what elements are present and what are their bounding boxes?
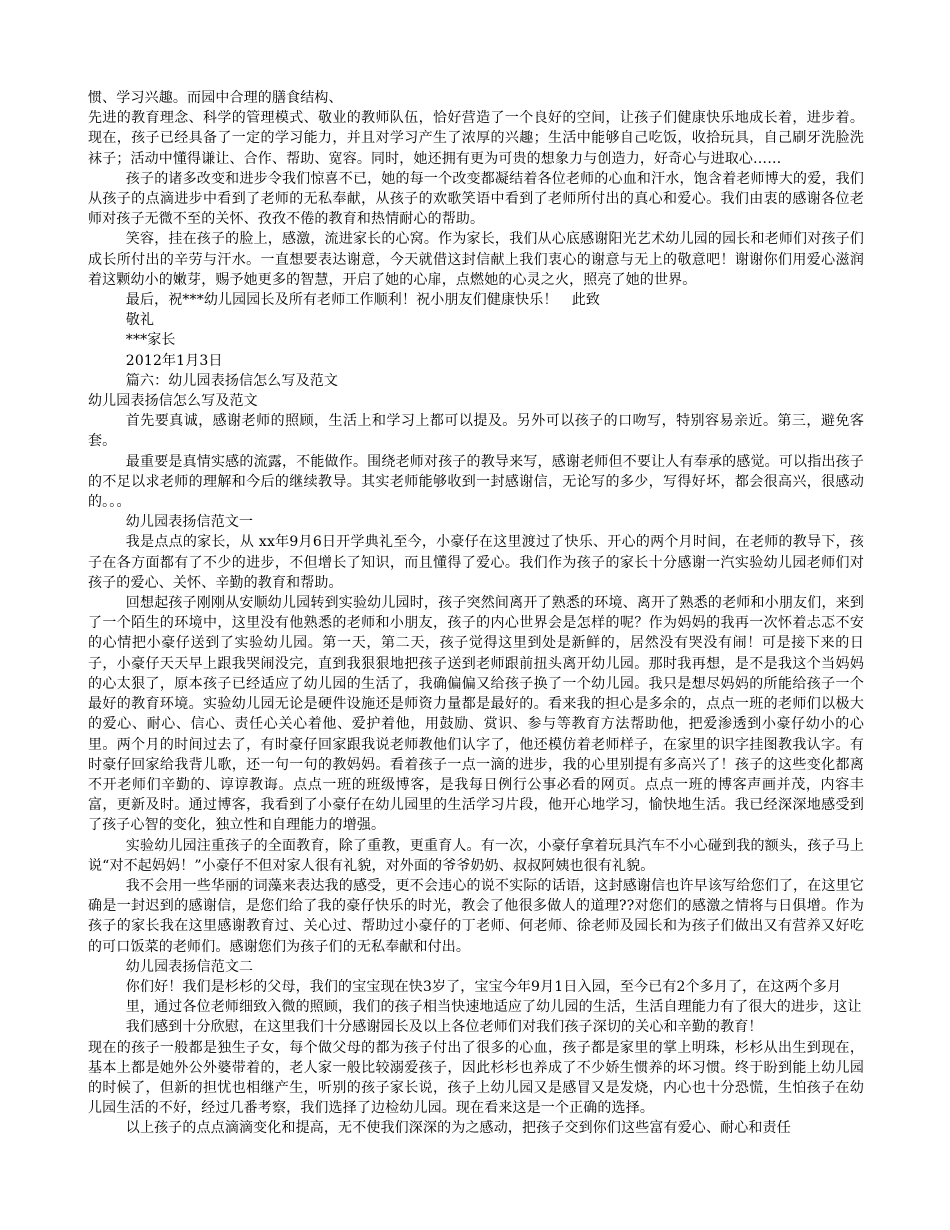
- paragraph-2: 先进的教育理念、科学的管理模式、敬业的教师队伍，恰好营造了一个良好的空间，让孩子们健康快乐地成长着，进步着。现在，孩子已经具备了一定的学习能力，并且对学习产生了浓厚的兴趣；生活中能够自己吃饭，收拾玩具，自己刷牙洗脸洗袜子；活动中懂得谦让、合作、帮助、宽容。同时，她还拥有更为可贵的想象力与创造力，好奇心与进取心……: [88, 110, 864, 167]
- salutation: 敬礼: [125, 312, 155, 329]
- paragraph-4: 笑容，挂在孩子的脸上，感激，流进家长的心窝。作为家长，我们从心底感谢阳光艺术幼儿园的园长和老师们对孩子们成长所付出的辛劳与汗水。一直想要表达谢意，今天就借这封信献上我们衷心的谢意与无上的敬意吧！谢谢你们用爱心滋润着这颗幼小的嫩芽，赐予她更多的智慧，开启了她的心扉，点燃她的心灵之火，照亮了她的世界。: [88, 231, 864, 288]
- example-heading-2: 幼儿园表扬信范文二: [125, 958, 254, 975]
- example2-paragraph-3: 以上孩子的点点滴滴变化和提高，无不使我们深深的为之感动，把孩子交到你们这些富有爱心、耐心和责任: [125, 1120, 791, 1137]
- example1-paragraph-1: 我是点点的家长，从 xx年9月6日开学典礼至今，小豪仔在这里渡过了快乐、开心的两个月时间，在老师的教导下，孩子在各方面都有了不少的进步，不但增长了知识，而且懂得了爱心。我们作为孩子的家长十分感谢一汽实验幼儿园老师们对孩子的爱心、关怀、辛勤的教育和帮助。: [88, 534, 864, 591]
- paragraph-tip-2: 最重要是真情实感的流露，不能做作。围绕老师对孩子的教导来写，感谢老师但不要让人有奉承的感觉。可以指出孩子的不足以求老师的理解和今后的继续教导。其实老师能够收到一封感谢信，无论写的多少，写得好坏，都会很高兴，很感动的。。。: [88, 453, 864, 511]
- letter-date: 2012年1月3日: [125, 352, 223, 369]
- closing-wishes: 最后，祝***幼儿园园长及所有老师工作顺利！祝小朋友们健康快乐！ 此致: [125, 292, 601, 309]
- example1-paragraph-3: 实验幼儿园注重孩子的全面教育，除了重教，更重育人。有一次，小豪仔拿着玩具汽车不小心碰到我的额头，孩子马上说“对不起妈妈！”小豪仔不但对家人很有礼貌，对外面的爷爷奶奶、叔叔阿姨也很有礼貌。: [88, 837, 864, 874]
- example1-paragraph-4: 我不会用一些华丽的词藻来表达我的感受，更不会违心的说不实际的话语，这封感谢信也许早该写给您们了，在这里它确是一封迟到的感谢信，是您们给了我的豪仔快乐的时光，教会了他很多做人的道理??对您们的感激之情将与日俱增。作为孩子的家长我在这里感谢教育过、关心过、帮助过小豪仔的丁老师、何老师、徐老师及园长和为孩子们做出又有营养又好吃的可口饭菜的老师们。感谢您们为孩子们的无私奉献和付出。: [88, 877, 864, 955]
- section-heading: 篇六：幼儿园表扬信怎么写及范文: [125, 372, 339, 389]
- section-title: 幼儿园表扬信怎么写及范文: [88, 393, 258, 410]
- paragraph-1: 惯、学习兴趣。而园中合理的膳食结构、: [88, 90, 343, 106]
- example1-paragraph-2: 回想起孩子刚刚从安顺幼儿园转到实验幼儿园时，孩子突然间离开了熟悉的环境、离开了熟悉的老师和小朋友们，来到了一个陌生的环境中，这里没有他熟悉的老师和小朋友，孩子的内心世界会是怎样的呢？作为妈妈的我再一次怀着忐忑不安的心情把小豪仔送到了实验幼儿园。第一天，第二天，孩子觉得这里到处是新鲜的，居然没有哭没有闹！可是接下来的日子，小豪仔天天早上跟我哭闹没完，直到我狠狠地把孩子送到老师跟前扭头离开幼儿园。那时我再想，是不是我这个当妈妈的心太狠了，原本孩子已经适应了幼儿园的生活了，我确偏偏又给孩子换了一个幼儿园。我只是想尽妈妈的所能给孩子一个最好的教育环境。实验幼儿园无论是硬件设施还是师资力量都是最好的。看来我的担心是多余的，点点一班的老师们以极大的爱心、耐心、信心、责任心关心着他、爱护着他，用鼓励、赏识、参与等教育方法帮助他，把爱渗透到小豪仔幼小的心里。两个月的时间过去了，有时豪仔回家跟我说老师教他们认字了，他还模仿着老师样子，在家里的识字挂图教我认字。有时豪仔回家给我背儿歌，还一句一句的教妈妈。看着孩子一点一滴的进步，我的心里别提有多高兴了！孩子的这些变化都离不开老师们辛勤的、谆谆教诲。点点一班的班级博客，是我每日例行公事必看的网页。点点一班的博客声画并茂，内容丰富，更新及时。通过博客，我看到了小豪仔在幼儿园里的生活学习片段，他开心地学习，愉快地生活。我已经深深地感受到了孩子心智的变化，独立性和自理能力的增强。: [88, 595, 864, 834]
- paragraph-3: 孩子的诸多改变和进步令我们惊喜不已，她的每一个改变都凝结着各位老师的心血和汗水，饱含着老师博大的爱，我们从孩子的点滴进步中看到了老师的无私奉献，从孩子的欢歌笑语中看到了老师所付出的真心和爱心。我们由衷的感谢各位老师对孩子无微不至的关怀、孜孜不倦的教育和热情耐心的帮助。: [88, 170, 864, 228]
- signature: ***家长: [125, 332, 176, 349]
- example2-paragraph-1: 你们好！我们是杉杉的父母，我们的宝宝现在快3岁了，宝宝今年9月1日入园，至今已有2个多月了，在这两个多月里，通过各位老师细致入微的照顾，我们的孩子相当快速地适应了幼儿园的生活，生活自理能力有了很大的进步，这让我们感到十分欣慰，在这里我们十分感谢园长及以上各位老师们对我们孩子深切的关心和辛勤的教育！: [125, 978, 862, 1036]
- paragraph-tip-1: 首先要真诚，感谢老师的照顾，生活上和学习上都可以提及。另外可以孩子的口吻写，特别容易亲近。第三，避免客套。: [88, 413, 864, 450]
- example2-paragraph-2: 现在的孩子一般都是独生子女，每个做父母的都为孩子付出了很多的心血，孩子都是家里的掌上明珠，杉杉从出生到现在，基本上都是她外公外婆带着的，老人家一般比较溺爱孩子，因此杉杉也养成了不少娇生惯养的坏习惯。终于盼到能上幼儿园的时候了，但新的担忧也相继产生，听别的孩子家长说，孩子上幼儿园又是感冒又是发烧，内心也十分恐慌，生怕孩子在幼儿园生活的不好，经过几番考察，我们选择了边检幼儿园。现在看来这是一个正确的选择。: [88, 1039, 864, 1117]
- example-heading-1: 幼儿园表扬信范文一: [125, 514, 254, 531]
